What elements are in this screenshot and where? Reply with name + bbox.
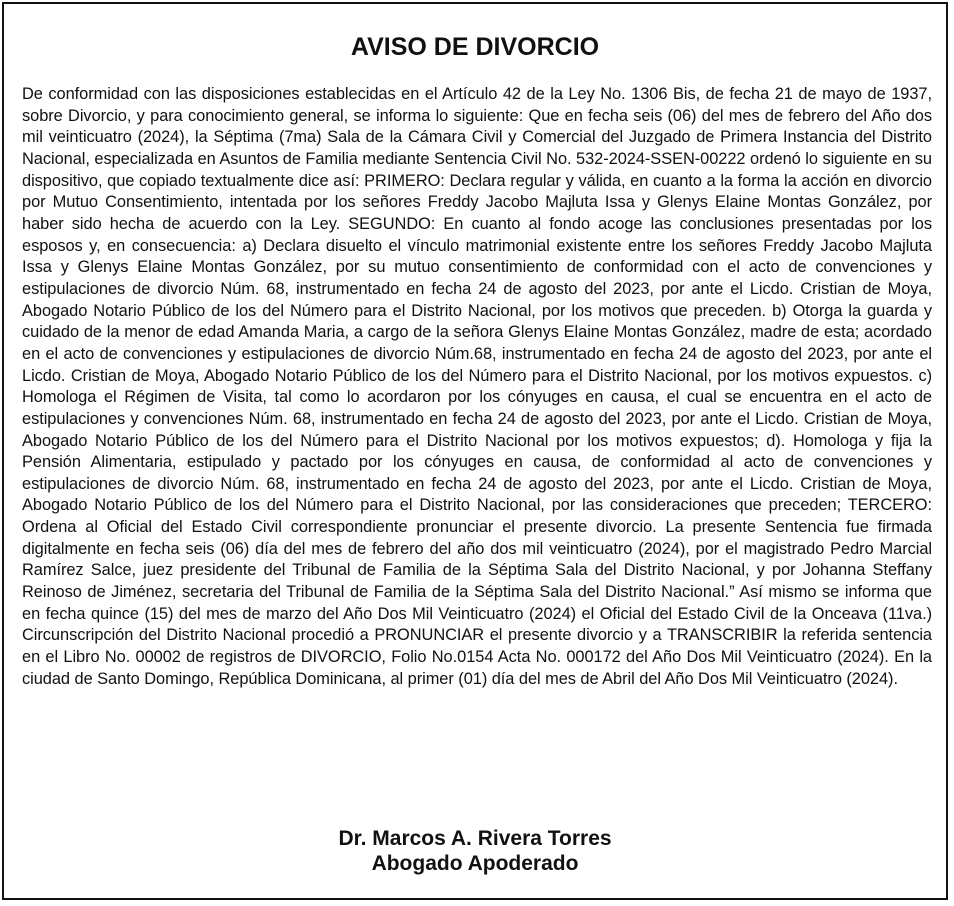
notice-border [2,2,948,900]
notice-title: AVISO DE DIVORCIO [350,33,600,61]
signature-role: Abogado Apoderado [371,852,579,875]
signature-name: Dr. Marcos A. Rivera Torres [338,827,612,850]
signature-block [4,826,946,876]
notice-body: De conformidad con las disposiciones establecidas en el Artículo 42 de la Ley No. 1306 Bis, de fecha 21 de mayo de 1937, sobre Divorcio, y para conocimiento general, se informa lo siguiente: Que en fecha seis (06) del mes de febrero del Año dos mil veinticuatro (2024), la Séptima (7ma) Sala de la Cámara Civil y Comercial del Juzgado de Primera Instancia del Distrito Nacional, especializada en Asuntos de Familia mediante Sentencia Civil No. 532-2024-SSEN-00222 ordenó lo siguiente en su dispositivo, que copiado textualmente dice así: PRIMERO: Declara regular y válida, en cuanto a la forma la acción en divorcio por Mutuo Consentimiento, intentada por los señores Freddy Jacobo Majluta Issa y Glenys Elaine Montas González, por haber sido hecha de acuerdo con la Ley. SEGUNDO: En cuanto al fondo acoge las conclusiones presentadas por los esposos y, en consecuencia: a) Declara disuelto el vínculo matrimonial existente entre los señores Freddy Jacobo Majluta Issa y Glenys Elaine Montas González, por su mutuo consentimiento de conformidad con el acto de convenciones y estipulaciones de divorcio Núm. 68, instrumentado en fecha 24 de agosto del 2023, por ante el Licdo. Cristian de Moya, Abogado Notario Público de los del Número para el Distrito Nacional, por los motivos que preceden. b) Otorga la guarda y cuidado de la menor de edad Amanda Maria, a cargo de la señora Glenys Elaine Montas González, madre de esta; acordado en el acto de convenciones y estipulaciones de divorcio Núm.68, instrumentado en fecha 24 de agosto del 2023, por ante el Licdo. Cristian de Moya, Abogado Notario Público de los del Número para el Distrito Nacional, por los motivos expuestos. c) Homologa el Régimen de Visita, tal como lo acordaron por los cónyuges en causa, el cual se encuentra en el acto de estipulaciones y convenciones Núm. 68, instrumentado en fecha 24 de agosto del 2023, por ante el Licdo. Cristian de Moya, Abogado Notario Público de los del Número para el Distrito Nacional por los motivos expuestos; d). Homologa y fija la Pensión Alimentaria, estipulado y pactado por los cónyuges en causa, de conformidad al acto de convenciones y estipulaciones de divorcio Núm. 68, instrumentado en fecha 24 de agosto del 2023, por ante el Licdo. Cristian de Moya, Abogado Notario Público de los del Número para el Distrito Nacional, por las consideraciones que preceden; TERCERO: Ordena al Oficial del Estado Civil correspondiente pronunciar el presente divorcio. La presente Sentencia fue firmada digitalmente en fecha seis (06) día del mes de febrero del año dos mil veinticuatro (2024), por el magistrado Pedro Marcial Ramírez Salce, juez presidente del Tribunal de Familia de la Séptima Sala del Distrito Nacional, y por Johanna Steffany Reinoso de Jiménez, secretaria del Tribunal de Familia de la Séptima Sala del Distrito Nacional.” Así mismo se informa que en fecha quince (15) del mes de marzo del Año Dos Mil Veinticuatro (2024) el Oficial del Estado Civil de la Onceava (11va.) Circunscripción del Distrito Nacional procedió a PRONUNCIAR el presente divorcio y a TRANSCRIBIR la referida sentencia en el Libro No. 00002 de registros de DIVORCIO, Folio No.0154 Acta No. 000172 del Año Dos Mil Veinticuatro (2024). En la ciudad de Santo Domingo, República Dominicana, al primer (01) día del mes de Abril del Año Dos Mil Veinticuatro (2024). [22,85,932,688]
